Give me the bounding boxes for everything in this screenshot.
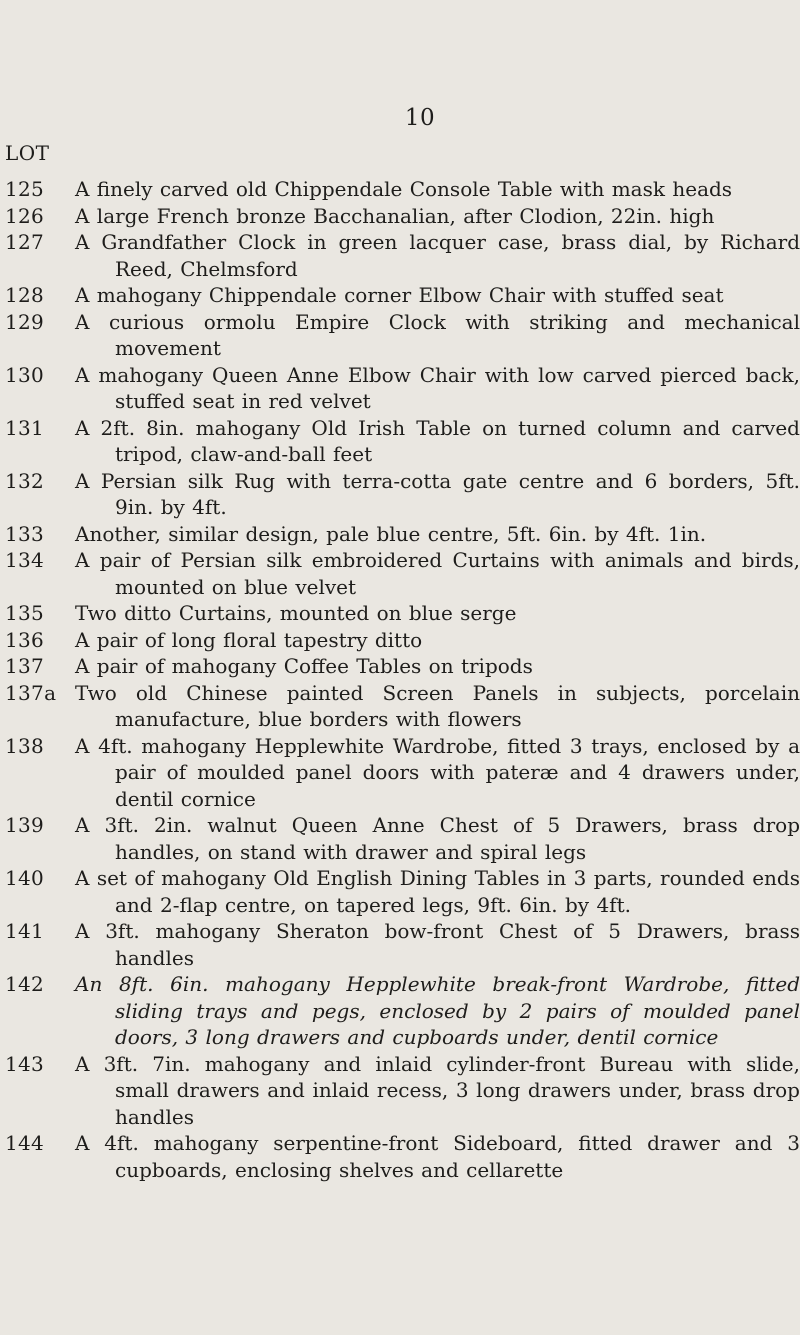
lot-number: 135 xyxy=(5,601,45,625)
lot-number: 139 xyxy=(5,813,45,837)
lot-description: A 4ft. mahogany Hepplewhite Wardrobe, fitted 3 trays, enclosed by a pair of moulded panel doors with pateræ and 4 drawers under, dentil cornice xyxy=(75,733,800,811)
lot-number: 129 xyxy=(5,309,45,334)
lot-description: A large French bronze Bacchanalian, after Clodion, 22in. high xyxy=(75,203,715,228)
lot-entry xyxy=(0,1130,800,1183)
lot-entry xyxy=(0,282,800,309)
lot-column-header: LOT xyxy=(5,141,50,165)
lot-description: A 4ft. mahogany serpentine-front Sideboard, fitted drawer and 3 cupboards, enclosing shelves and cellarette xyxy=(75,1131,800,1182)
lot-entry xyxy=(0,627,800,654)
lot-entry xyxy=(0,865,800,918)
lot-number: 131 xyxy=(5,415,45,440)
lot-description: A finely carved old Chippendale Console Table with mask heads xyxy=(75,177,733,201)
lot-entry xyxy=(0,680,800,733)
lot-description: A 3ft. 7in. mahogany and inlaid cylinder-front Bureau with slide, small drawers and inlaid recess, 3 long drawers under, brass drop handles xyxy=(75,1051,800,1129)
lot-description: Two ditto Curtains, mounted on blue serge xyxy=(75,601,517,625)
lot-description: Another, similar design, pale blue centre, 5ft. 6in. by 4ft. 1in. xyxy=(75,521,707,546)
lot-entry xyxy=(0,415,800,468)
lot-list xyxy=(0,176,800,1183)
lot-description: A 3ft. 2in. walnut Queen Anne Chest of 5 Drawers, brass drop handles, on stand with drawer and spiral legs xyxy=(75,813,800,864)
lot-number: 142 xyxy=(5,972,45,996)
lot-description: A mahogany Queen Anne Elbow Chair with low carved pierced back, stuffed seat in red velvet xyxy=(75,362,800,413)
lot-number: 133 xyxy=(5,521,45,546)
lot-number: 143 xyxy=(5,1051,45,1076)
lot-number: 128 xyxy=(5,283,45,307)
lot-description: A Grandfather Clock in green lacquer case, brass dial, by Richard Reed, Chelmsford xyxy=(75,230,800,281)
lot-description: A mahogany Chippendale corner Elbow Chair with stuffed seat xyxy=(75,283,724,307)
lot-entry xyxy=(0,362,800,415)
lot-entry xyxy=(0,468,800,521)
lot-number: 137 xyxy=(5,654,45,678)
lot-number: 127 xyxy=(5,230,45,254)
lot-description: A pair of long floral tapestry ditto xyxy=(75,627,423,652)
lot-entry xyxy=(0,812,800,865)
lot-number: 126 xyxy=(5,203,45,228)
lot-number: 138 xyxy=(5,733,45,758)
lot-number: 132 xyxy=(5,468,45,493)
lot-description: A pair of mahogany Coffee Tables on tripods xyxy=(75,654,533,678)
lot-entry xyxy=(0,918,800,971)
lot-description: A 2ft. 8in. mahogany Old Irish Table on turned column and carved tripod, claw-and-ball feet xyxy=(75,415,800,466)
lot-number: 136 xyxy=(5,627,45,652)
lot-entry xyxy=(0,547,800,600)
lot-description: Two old Chinese painted Screen Panels in subjects, porcelain manufacture, blue borders with flowers xyxy=(75,680,800,731)
lot-description: A curious ormolu Empire Clock with striking and mechanical movement xyxy=(75,309,800,360)
lot-description: A 3ft. mahogany Sheraton bow-front Chest of 5 Drawers, brass handles xyxy=(75,919,800,970)
lot-entry xyxy=(0,733,800,813)
lot-entry xyxy=(0,1051,800,1131)
lot-number: 141 xyxy=(5,919,45,943)
lot-number: 137a xyxy=(5,680,57,705)
lot-entry xyxy=(0,600,800,627)
lot-description: A Persian silk Rug with terra-cotta gate centre and 6 borders, 5ft. 9in. by 4ft. xyxy=(75,468,800,519)
lot-number: 125 xyxy=(5,177,45,201)
lot-number: 140 xyxy=(5,866,45,890)
lot-entry xyxy=(0,203,800,230)
lot-entry xyxy=(0,971,800,1051)
lot-entry xyxy=(0,229,800,282)
lot-description: A pair of Persian silk embroidered Curtains with animals and birds, mounted on blue velvet xyxy=(75,548,800,599)
lot-description: A set of mahogany Old English Dining Tables in 3 parts, rounded ends and 2-flap centre, on tapered legs, 9ft. 6in. by 4ft. xyxy=(75,866,800,917)
lot-number: 134 xyxy=(5,548,45,572)
lot-entry xyxy=(0,521,800,548)
lot-entry xyxy=(0,176,800,203)
lot-entry xyxy=(0,309,800,362)
page-number: 10 xyxy=(404,105,436,131)
lot-number: 144 xyxy=(5,1131,45,1155)
lot-description: An 8ft. 6in. mahogany Hepplewhite break-front Wardrobe, fitted sliding trays and pegs, enclosed by 2 pairs of moulded panel doors, 3 long drawers and cupboards under, dentil cornice xyxy=(75,972,800,1049)
lot-number: 130 xyxy=(5,362,45,387)
lot-entry xyxy=(0,653,800,680)
